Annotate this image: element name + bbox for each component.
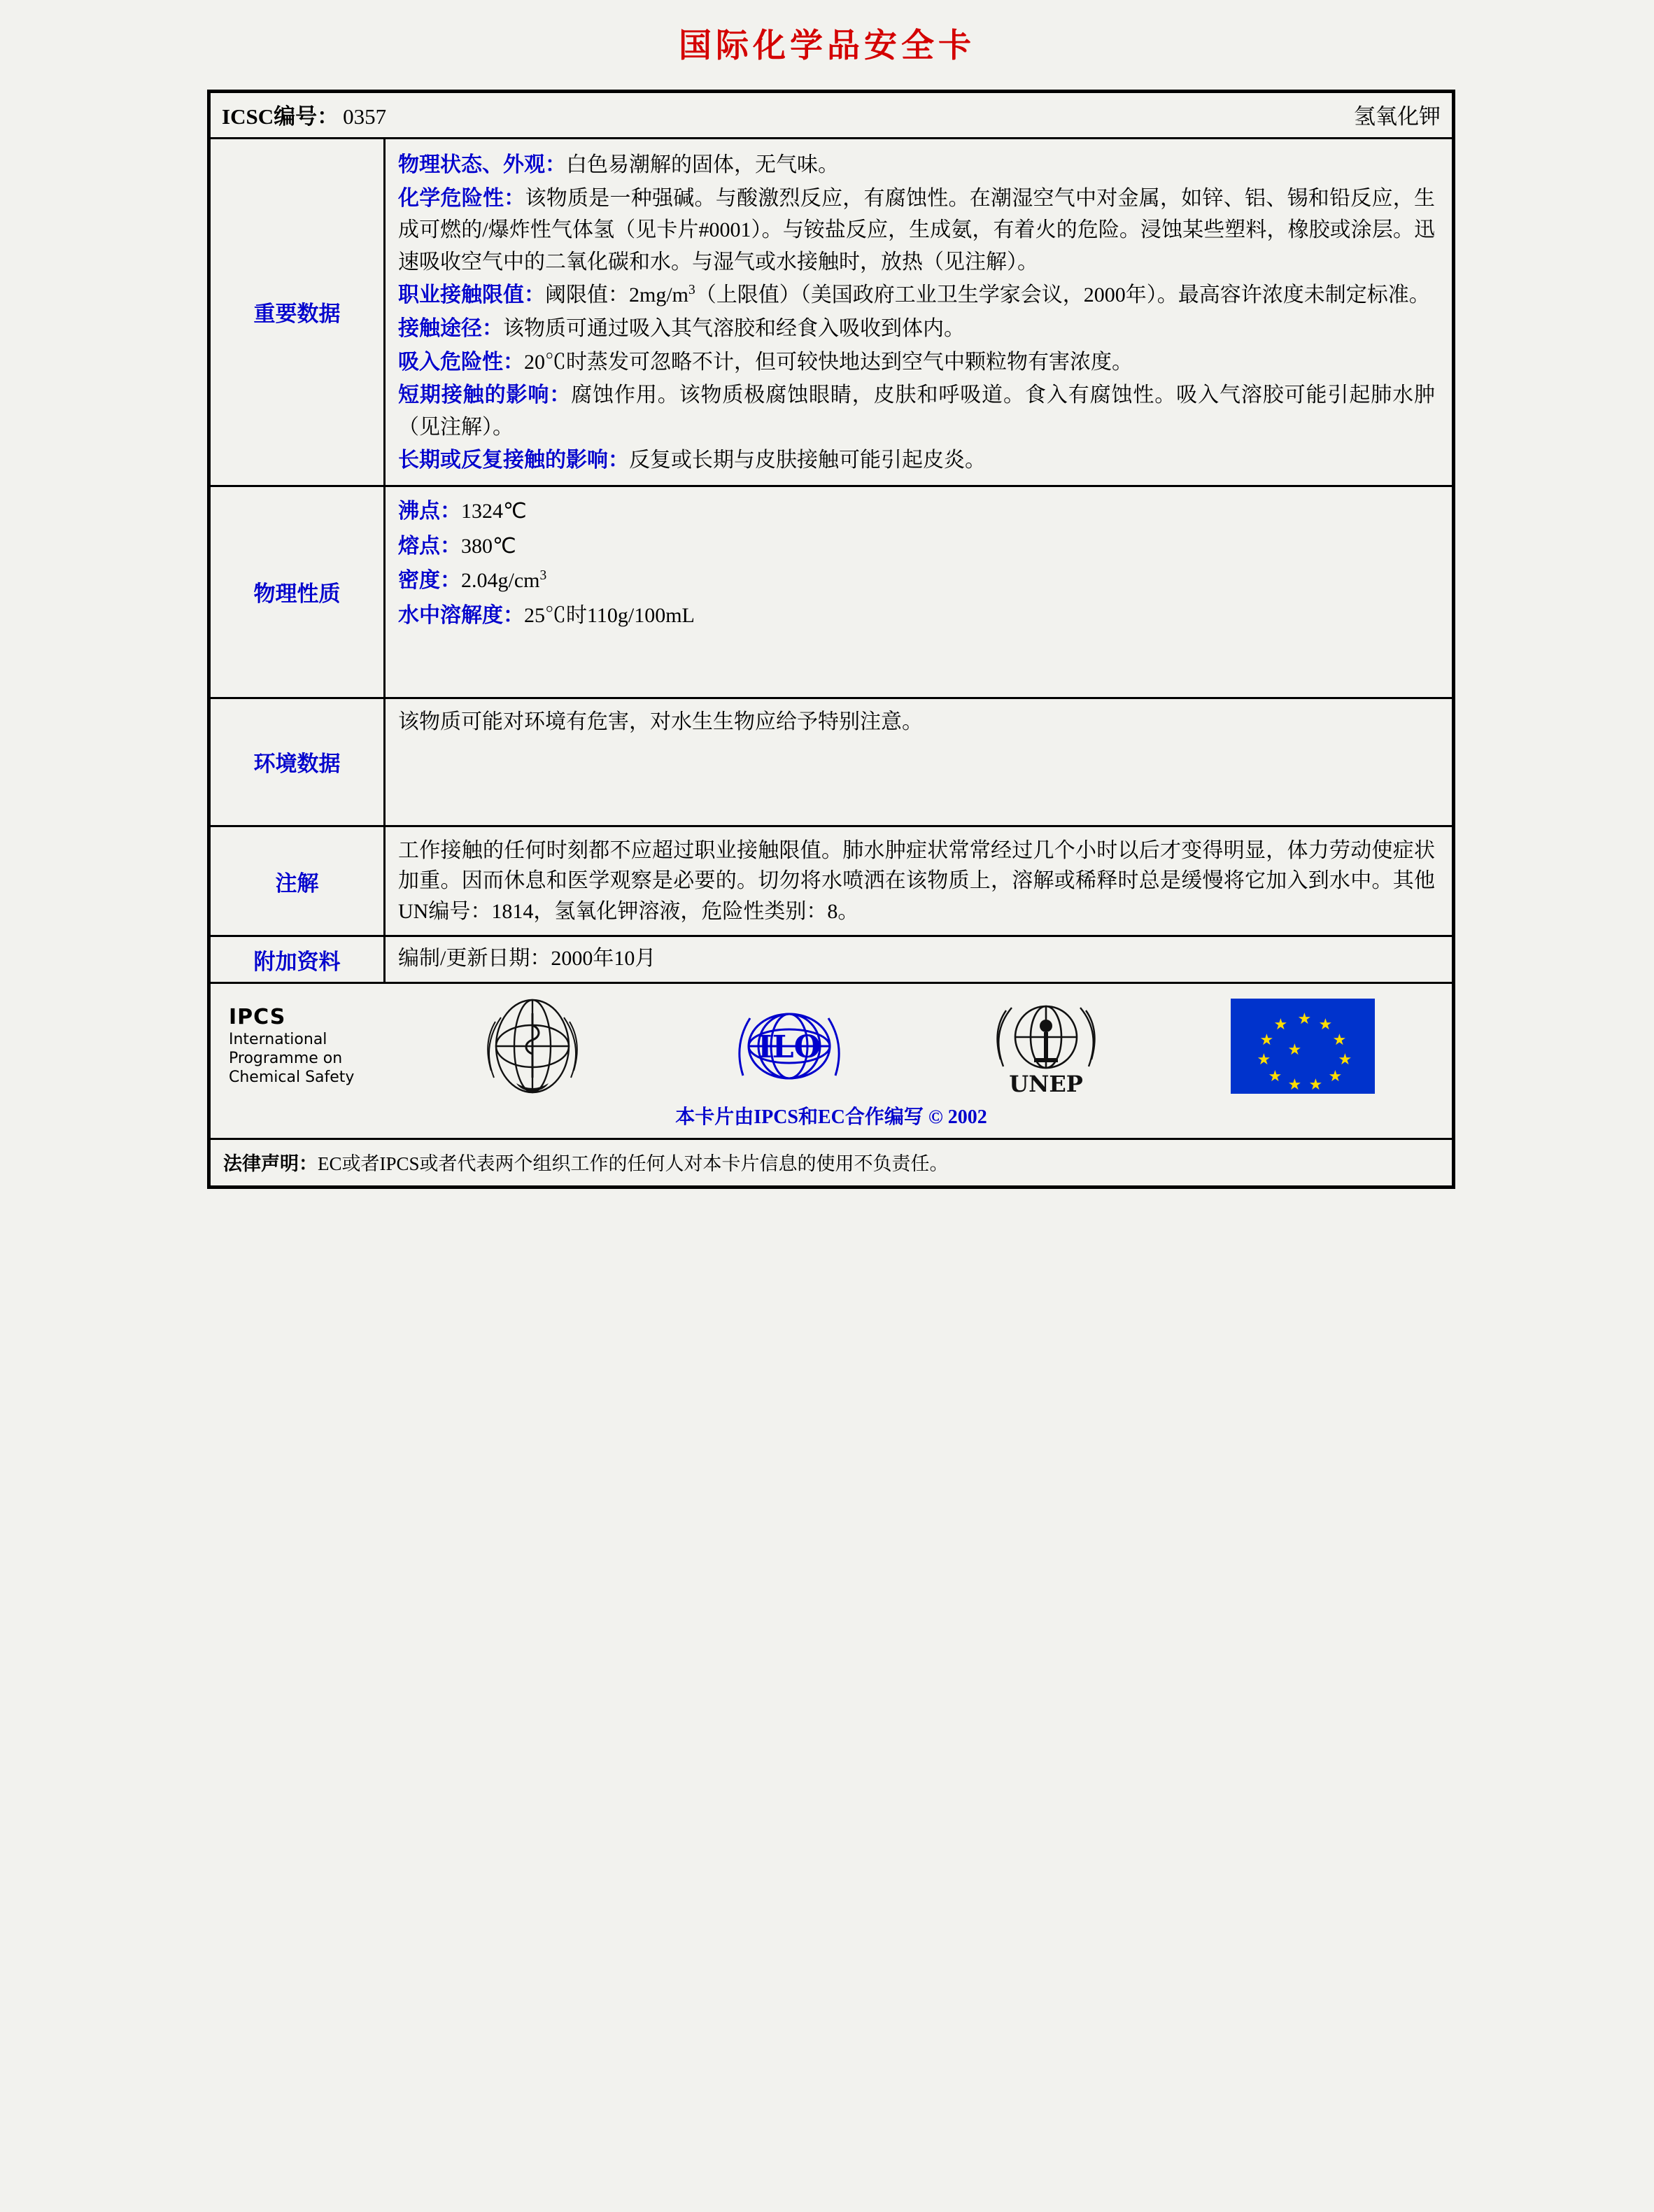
footer-credit: [211, 1099, 1452, 1134]
item-title: 职业接触限值：: [398, 283, 545, 307]
ilo-logo: [660, 997, 917, 1095]
item-title: 短期接触的影响：: [398, 383, 572, 407]
section-important-data: [211, 139, 1452, 487]
item-text: 20℃时蒸发可忽略不计，但可较快地达到空气中颗粒物有害浓度。: [524, 350, 1133, 374]
item-text: 该物质可通过吸入其气溶胶和经食入吸收到体内。: [503, 316, 965, 340]
icsc-number-value: 0357: [343, 104, 387, 129]
item-title: 化学危险性：: [398, 186, 525, 210]
ipcs-line-3: Chemical Safety: [229, 1068, 355, 1086]
prop-value: 25℃时110g/100mL: [524, 603, 695, 627]
icsc-card: [207, 90, 1455, 1189]
item-title: 吸入危险性：: [398, 350, 524, 374]
density-exponent: 3: [539, 568, 547, 584]
prop-melting-point: [398, 530, 1435, 563]
prop-value: 1324℃: [461, 499, 527, 523]
notes-text: 工作接触的任何时刻都不应超过职业接触限值。肺水肿症状常常经过几个小时以后才变得明显，体力劳动使症状加重。因而休息和医学观察是必要的。切勿将水喷洒在该物质上，溶解或稀释时总是缓慢将它加入到水中。其他UN编号：1814，氢氧化钾溶液，危险性类别：8。: [398, 838, 1435, 923]
item-text: 白色易潮解的固体，无气味。: [566, 153, 839, 176]
section-notes: [211, 827, 1452, 938]
oel-exponent: 3: [688, 283, 695, 298]
item-inhalation-risk: [398, 346, 1435, 379]
section-physical-properties: [211, 487, 1452, 699]
item-short-term-effects: [398, 379, 1435, 443]
icsc-number-label: ICSC编号：: [222, 104, 339, 129]
oel-prefix: 阈限值：2mg/m: [545, 283, 689, 307]
card-header: [211, 93, 1452, 139]
prop-value: 2.04g/cm: [461, 569, 540, 593]
additional-info-text: 编制/更新日期：2000年10月: [398, 947, 656, 971]
footer-credit-text: 本卡片由IPCS和EC合作编写: [675, 1106, 924, 1129]
prop-value: 380℃: [461, 534, 516, 558]
prop-density: [398, 565, 1435, 597]
ipcs-block: [229, 1005, 404, 1087]
eu-flag: [1174, 999, 1431, 1094]
substance-name: 氢氧化钾: [1354, 104, 1441, 129]
legal-notice-label: 法律声明：: [223, 1153, 318, 1175]
who-logo: [404, 994, 660, 1099]
unep-logo-caption: UNEP: [1008, 1071, 1083, 1098]
page-title: 国际化学品安全卡: [679, 27, 975, 65]
legal-notice-text: EC或者IPCS或者代表两个组织工作的任何人对本卡片信息的使用不负责任。: [318, 1153, 949, 1175]
section-label-notes: 注解: [211, 827, 386, 936]
ipcs-abbreviation: IPCS: [229, 1005, 286, 1030]
ipcs-line-2: Programme on: [229, 1049, 343, 1067]
item-routes-of-exposure: [398, 313, 1435, 345]
section-additional-info: [211, 937, 1452, 984]
prop-label: 水中溶解度：: [398, 603, 524, 627]
item-title: 接触途径：: [398, 316, 503, 340]
eu-flag-graphic: ★ ★ ★ ★ ★ ★ ★ ★ ★ ★ ★ ★: [1231, 999, 1375, 1094]
prop-label: 熔点：: [398, 534, 461, 558]
footer-copyright: © 2002: [928, 1106, 987, 1129]
item-text: 腐蚀作用。该物质极腐蚀眼睛，皮肤和呼吸道。食入有腐蚀性。吸入气溶胶可能引起肺水肿（见注解）。: [398, 383, 1436, 439]
item-title: 物理状态、外观：: [398, 153, 566, 176]
oel-suffix: （上限值）（美国政府工业卫生学家会议，2000年）。最高容许浓度未制定标准。: [695, 283, 1430, 307]
item-text: 反复或长期与皮肤接触可能引起皮炎。: [629, 449, 986, 472]
prop-boiling-point: [398, 495, 1435, 528]
prop-label: 密度：: [398, 569, 461, 593]
ipcs-line-1: International: [229, 1031, 327, 1049]
unep-logo: [917, 994, 1174, 1099]
section-label-physical-properties: 物理性质: [211, 487, 386, 697]
prop-label: 沸点：: [398, 499, 461, 523]
item-chemical-dangers: [398, 183, 1435, 279]
environmental-data-text: 该物质可能对环境有危害，对水生生物应给予特别注意。: [398, 710, 923, 733]
legal-notice: [211, 1140, 1452, 1185]
section-label-additional-info: 附加资料: [211, 937, 386, 982]
footer-logos-row: [211, 984, 1452, 1140]
item-text: 该物质是一种强碱。与酸激烈反应，有腐蚀性。在潮湿空气中对金属，如锌、铝、锡和铅反应，生成可燃的/爆炸性气体氢（见卡片#0001）。与铵盐反应，生成氨，有着火的危险。浸蚀某些塑料，橡胶或涂层。迅速吸收空气中的二氧化碳和水。与湿气或水接触时，放热（见注解）。: [398, 186, 1435, 274]
section-environmental-data: [211, 699, 1452, 827]
section-label-important-data: 重要数据: [211, 139, 386, 485]
ilo-logo-caption: ILO: [757, 1029, 821, 1066]
item-long-term-effects: [398, 444, 1435, 477]
item-physical-state: [398, 149, 1435, 181]
prop-water-solubility: [398, 600, 1435, 632]
section-label-environmental-data: 环境数据: [211, 699, 386, 825]
item-title: 长期或反复接触的影响：: [398, 449, 629, 472]
item-occupational-exposure-limits: [398, 279, 1435, 311]
